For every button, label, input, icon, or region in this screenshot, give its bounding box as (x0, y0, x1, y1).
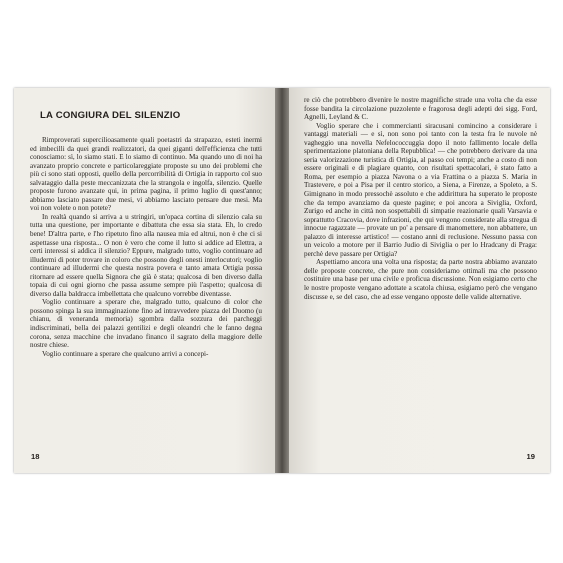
right-paragraph-3: Aspettiamo ancora una volta una risposta; da parte nostra abbiamo avanzato delle proposte concrete, che pure non consideriamo ottimali ma che possono costituire una base per una civile e proficua discussione. Non esigiamo certo che le nostre proposte vengano adottate a scatola chiusa, esigiamo però che vengano discusse e, se del caso, che ad esse vengano opposte delle valide alternative. (304, 258, 537, 301)
right-page (289, 88, 550, 473)
chapter-title: LA CONGIURA DEL SILENZIO (40, 110, 181, 121)
right-page-text (304, 96, 537, 301)
page-number-left: 18 (31, 452, 40, 461)
right-paragraph-2: Voglio sperare che i commercianti siracusani comincino a considerare i vantaggi materiali — e sì, non sono poi tanto con la testa fra le nuvole nè vagheggio una novella Nefelococcuggìa dopo il noto fallimento locale della sperimentazione platoniana della Repubblica! — che potrebbero derivare da una seria valorizzazione turistica di Ortigia, al passo coi tempi; anche a costo di non essere originali e di plagiare quanto, con risultati spettacolari, è stato fatto a Roma, per esempio a piazza Navona o a via Frattina o a piazza S. Maria in Trastevere, e poi a Pisa per il centro storico, a Siena, a Firenze, a Spoleto, a S. Gimignano in modo pressochè assoluto e che addirittura ha superato le proposte che da tempo avanziamo da queste pagine; e poi ancora a Siviglia, Oxford, Zurigo ed anche in città non sospettabili di simpatie reazionarie quali Varsavia e soprattutto Cracovia, dove infrazioni, che qui vengono considerate alla stregua di innocue ragazzate — provate un po' a pensare di manomettere, non abbattere, un palazzo di interesse artistico! — costano anni di reclusione. Nessuno passa con un veicolo a motore per il Barrio Judio di Siviglia o per lo Hradcany di Praga: perchè deve passare per Ortigia? (304, 121, 537, 258)
right-paragraph-1: re ciò che potrebbero divenire le nostre magnifiche strade una volta che da esse fosse bandita la circolazione puzzolente e fragorosa degli adepti dei sigg. Ford, Agnelli, Leyland & C. (304, 96, 537, 122)
left-paragraph-3: Voglio continuare a sperare che, malgrado tutto, qualcuno di color che possono spinga la sua immaginazione fino ad intravvedere piazza del Duomo (u chianu, di veneranda memoria) sgombra dalla sozzura dei parcheggi indiscriminati, bella dei palazzi gentilizi e degli oleandri che le fanno degna corona, senza macchine che invadano financo il sagrato della maggiore delle nostre chiese. (30, 298, 262, 350)
left-page-text (30, 136, 262, 358)
book-spread (14, 88, 550, 473)
left-paragraph-2: In realtà quando si arriva a u stringiri, un'opaca cortina di silenzio cala su tutta una questione, per importante e dibattuta che essa sia stata. Eh, lo credo bene! D'altra parte, e l'ho ripetuto fino alla nausea mia ed altrui, non è che ci si aspettasse una risposta... O non è vero che come il lutto si addice ad Elettra, a certi interessi si addica il silenzio? Eppure, malgrado tutto, voglio continuare ad illudermi di poter trovare in coloro che possono degli onesti interlocutori; voglio continuare ad illudermi che questa nostra povera e tanto amata Ortigia possa ritornare ad essere quella Signora che già è stata; qualcosa di ben diverso dalla topaia di cui ogni giorno che passa assume sempre più l'aspetto; qualcosa di diverso dalla baldracca imbellettata che qualcuno vorrebbe diventasse. (30, 212, 262, 298)
left-paragraph-1: Rimproverati supercilioasamente quali poetastri da strapazzo, esteti inermi ed imbecilli da quei grandi realizzatori, da quei giganti dell'efficienza che tutti conosciamo: sì, lo siamo stati. E lo siamo di continuo. Ma quando uno di noi ha avanzato proprio concrete e particolareggiate proposte su uno dei problemi che più ci sono stati opposti, quello della percorribilità di Ortigia in rapporto col suo salvataggio dalla peste meccanizzata che la strangola e ingolfa, silenzio. Quelle proposte furono avanzate qui, in prima pagina, il primo luglio di quest'anno; abbiamo lasciato passare due mesi, vi abbiamo lasciato pensare due mesi. Ma voi non volete o non potete? (30, 136, 262, 213)
left-page (14, 88, 275, 473)
book-gutter (275, 88, 289, 473)
left-paragraph-4: Voglio continuare a sperare che qualcuno arrivi a concepi- (42, 349, 209, 358)
page-number-right: 19 (526, 452, 535, 461)
